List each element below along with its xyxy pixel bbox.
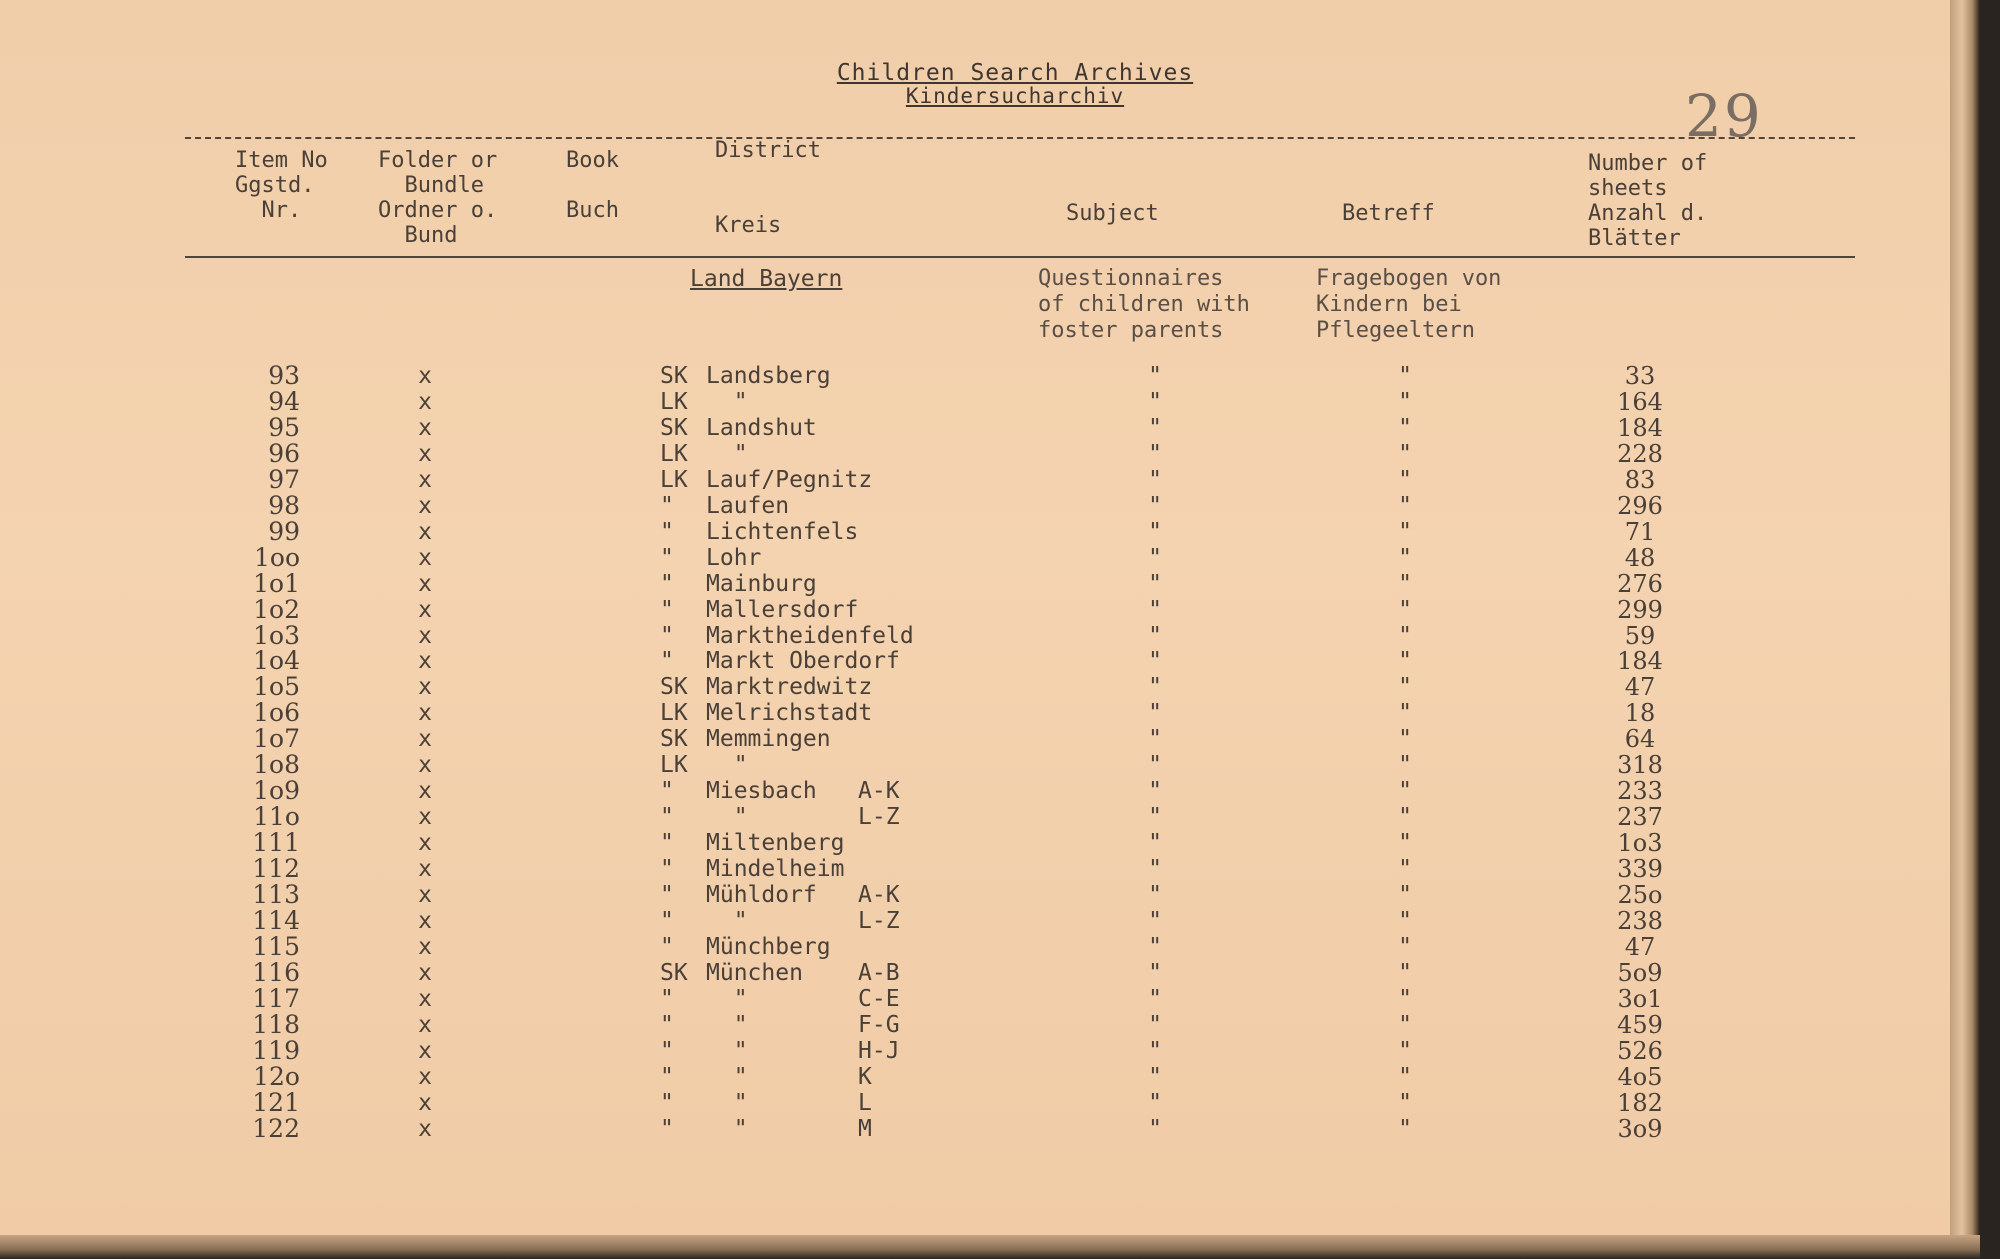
kreis-name: "	[706, 441, 748, 467]
betreff-ditto: "	[1398, 1012, 1412, 1038]
kreis-name: Landsberg	[706, 363, 831, 389]
header-book: Book Buch	[566, 148, 619, 223]
table-row	[0, 467, 1950, 493]
item-number: 1o9	[253, 776, 300, 805]
letter-range: A-K	[858, 778, 900, 804]
folder-mark: x	[418, 519, 432, 545]
subject-ditto: "	[1148, 1116, 1162, 1142]
sheet-count: 526	[1617, 1037, 1663, 1065]
folder-mark: x	[418, 571, 432, 597]
betreff-ditto: "	[1398, 519, 1412, 545]
kreis-prefix: "	[660, 1064, 674, 1090]
folder-mark: x	[418, 545, 432, 571]
kreis-name: "	[706, 1012, 748, 1038]
subject-ditto: "	[1148, 415, 1162, 441]
item-number: 117	[252, 984, 300, 1013]
table-row	[0, 415, 1950, 441]
kreis-name: Landshut	[706, 415, 817, 441]
kreis-name: Marktredwitz	[706, 674, 873, 700]
table-row	[0, 674, 1950, 700]
sheet-count: 83	[1624, 466, 1656, 494]
betreff-ditto: "	[1398, 674, 1412, 700]
table-row	[0, 830, 1950, 856]
subject-ditto: "	[1148, 545, 1162, 571]
folder-mark: x	[418, 441, 432, 467]
item-number: 1o5	[253, 672, 300, 701]
kreis-name: Lohr	[706, 545, 762, 571]
sheet-count: 47	[1624, 673, 1656, 701]
kreis-prefix: "	[660, 882, 674, 908]
subject-ditto: "	[1148, 700, 1162, 726]
sheet-count: 228	[1617, 440, 1663, 468]
item-number: 119	[252, 1036, 300, 1065]
table-row	[0, 908, 1950, 934]
folder-mark: x	[418, 1064, 432, 1090]
kreis-name: Mainburg	[706, 571, 817, 597]
item-number: 94	[268, 387, 300, 416]
kreis-prefix: "	[660, 986, 674, 1012]
sheet-count: 3o1	[1617, 985, 1663, 1013]
subject-ditto: "	[1148, 389, 1162, 415]
subject-ditto: "	[1148, 493, 1162, 519]
folder-mark: x	[418, 908, 432, 934]
item-number: 1o4	[253, 646, 300, 675]
kreis-name: Laufen	[706, 493, 790, 519]
folder-mark: x	[418, 415, 432, 441]
sheet-count: 71	[1624, 518, 1656, 546]
kreis-prefix: SK	[660, 960, 688, 986]
kreis-prefix: "	[660, 648, 674, 674]
header-rule-bottom	[185, 256, 1855, 258]
table-row	[0, 856, 1950, 882]
kreis-prefix: "	[660, 493, 674, 519]
betreff-ditto: "	[1398, 493, 1412, 519]
table-row	[0, 519, 1950, 545]
table-row	[0, 1116, 1950, 1142]
item-number: 97	[268, 465, 300, 494]
kreis-name: "	[706, 986, 748, 1012]
item-number: 1o8	[253, 750, 300, 779]
betreff-ditto: "	[1398, 778, 1412, 804]
table-row	[0, 700, 1950, 726]
kreis-prefix: SK	[660, 415, 688, 441]
betreff-ditto: "	[1398, 363, 1412, 389]
item-number: 93	[268, 361, 300, 390]
sheet-count: 5o9	[1617, 959, 1663, 987]
header-rule-top	[185, 137, 1855, 139]
subject-ditto: "	[1148, 882, 1162, 908]
betreff-ditto: "	[1398, 804, 1412, 830]
header-folder: Folder or Bundle Ordner o. Bund	[378, 148, 498, 248]
folder-mark: x	[418, 1038, 432, 1064]
kreis-prefix: "	[660, 623, 674, 649]
folder-mark: x	[418, 1012, 432, 1038]
sheet-count: 182	[1617, 1089, 1663, 1117]
table-row	[0, 934, 1950, 960]
betreff-ditto: "	[1398, 441, 1412, 467]
folder-mark: x	[418, 648, 432, 674]
betreff-ditto: "	[1398, 623, 1412, 649]
item-number: 112	[252, 854, 300, 883]
table-row	[0, 726, 1950, 752]
table-row	[0, 545, 1950, 571]
subject-ditto: "	[1148, 1038, 1162, 1064]
kreis-name: Melrichstadt	[706, 700, 873, 726]
item-number: 115	[252, 932, 300, 961]
betreff-ditto: "	[1398, 882, 1412, 908]
letter-range: L-Z	[858, 804, 900, 830]
folder-mark: x	[418, 493, 432, 519]
subject-ditto: "	[1148, 830, 1162, 856]
table-row	[0, 363, 1950, 389]
letter-range: L-Z	[858, 908, 900, 934]
betreff-ditto: "	[1398, 415, 1412, 441]
kreis-prefix: "	[660, 1116, 674, 1142]
letter-range: F-G	[858, 1012, 900, 1038]
table-row	[0, 389, 1950, 415]
item-number: 1o6	[253, 698, 300, 727]
betreff-ditto: "	[1398, 1064, 1412, 1090]
folder-mark: x	[418, 623, 432, 649]
table-row	[0, 1012, 1950, 1038]
sheet-count: 4o5	[1617, 1063, 1663, 1091]
item-number: 113	[252, 880, 300, 909]
kreis-name: Münchberg	[706, 934, 831, 960]
sheet-count: 276	[1617, 570, 1663, 598]
subject-ditto: "	[1148, 908, 1162, 934]
kreis-name: Marktheidenfeld	[706, 623, 914, 649]
betreff-ditto: "	[1398, 908, 1412, 934]
sheet-count: 238	[1617, 907, 1663, 935]
subject-ditto: "	[1148, 648, 1162, 674]
kreis-prefix: "	[660, 908, 674, 934]
subject-ditto: "	[1148, 856, 1162, 882]
sheet-count: 64	[1624, 725, 1656, 753]
page-stack-edge	[1950, 0, 1980, 1259]
kreis-name: Memmingen	[706, 726, 831, 752]
folder-mark: x	[418, 960, 432, 986]
subject-ditto: "	[1148, 674, 1162, 700]
kreis-name: "	[706, 1038, 748, 1064]
kreis-prefix: "	[660, 856, 674, 882]
item-number: 1o7	[253, 724, 300, 753]
kreis-name: Mallersdorf	[706, 597, 859, 623]
kreis-prefix: SK	[660, 674, 688, 700]
header-sheets: Number of sheets Anzahl d. Blätter	[1588, 151, 1708, 251]
kreis-prefix: "	[660, 778, 674, 804]
sheet-count: 459	[1617, 1011, 1663, 1039]
kreis-name: Mühldorf	[706, 882, 817, 908]
subject-ditto: "	[1148, 934, 1162, 960]
header-subject: Subject	[1066, 201, 1159, 226]
item-number: 114	[252, 906, 300, 935]
item-number: 121	[252, 1088, 300, 1117]
sheet-count: 339	[1617, 855, 1663, 883]
subject-ditto: "	[1148, 571, 1162, 597]
kreis-prefix: LK	[660, 441, 688, 467]
letter-range: H-J	[858, 1038, 900, 1064]
item-number: 122	[252, 1114, 300, 1143]
kreis-prefix: SK	[660, 363, 688, 389]
kreis-name: Lauf/Pegnitz	[706, 467, 873, 493]
folder-mark: x	[418, 597, 432, 623]
item-number: 1oo	[253, 543, 300, 572]
sheet-count: 1o3	[1617, 829, 1663, 857]
betreff-ditto: "	[1398, 856, 1412, 882]
betreff-ditto: "	[1398, 648, 1412, 674]
table-row	[0, 597, 1950, 623]
item-number: 116	[252, 958, 300, 987]
subject-ditto: "	[1148, 1012, 1162, 1038]
subject-ditto: "	[1148, 519, 1162, 545]
page-bottom-edge	[0, 1235, 1980, 1259]
item-number: 11o	[253, 802, 300, 831]
kreis-name: Lichtenfels	[706, 519, 859, 545]
sheet-count: 296	[1617, 492, 1663, 520]
folder-mark: x	[418, 363, 432, 389]
kreis-prefix: "	[660, 830, 674, 856]
document-title: Children Search Archives	[836, 60, 1194, 86]
betreff-ditto: "	[1398, 726, 1412, 752]
letter-range: A-B	[858, 960, 900, 986]
kreis-prefix: LK	[660, 467, 688, 493]
folder-mark: x	[418, 1116, 432, 1142]
kreis-name: Miltenberg	[706, 830, 845, 856]
table-row	[0, 1064, 1950, 1090]
kreis-prefix: LK	[660, 700, 688, 726]
betreff-ditto: "	[1398, 389, 1412, 415]
sheet-count: 48	[1624, 544, 1656, 572]
sheet-count: 3o9	[1617, 1115, 1663, 1143]
kreis-prefix: "	[660, 804, 674, 830]
item-number: 1o2	[253, 595, 300, 624]
kreis-prefix: "	[660, 597, 674, 623]
sheet-count: 25o	[1617, 881, 1663, 909]
table-row	[0, 648, 1950, 674]
subject-ditto: "	[1148, 441, 1162, 467]
sheet-count: 233	[1617, 777, 1663, 805]
kreis-prefix: "	[660, 934, 674, 960]
kreis-name: "	[706, 1090, 748, 1116]
sheet-count: 184	[1617, 647, 1663, 675]
kreis-prefix: LK	[660, 389, 688, 415]
sheet-count: 318	[1617, 751, 1663, 779]
sheet-count: 237	[1617, 803, 1663, 831]
kreis-name: Markt Oberdorf	[706, 648, 900, 674]
kreis-name: "	[706, 1116, 748, 1142]
kreis-prefix: "	[660, 545, 674, 571]
folder-mark: x	[418, 700, 432, 726]
item-number: 96	[268, 439, 300, 468]
table-row	[0, 1090, 1950, 1116]
kreis-name: Miesbach	[706, 778, 817, 804]
sheet-count: 164	[1617, 388, 1663, 416]
folder-mark: x	[418, 1090, 432, 1116]
item-number: 1o1	[253, 569, 300, 598]
sheet-count: 18	[1624, 699, 1656, 727]
table-row	[0, 804, 1950, 830]
letter-range: L	[858, 1090, 872, 1116]
betreff-ditto: "	[1398, 986, 1412, 1012]
kreis-prefix: "	[660, 571, 674, 597]
folder-mark: x	[418, 882, 432, 908]
betreff-ditto: "	[1398, 752, 1412, 778]
sheet-count: 33	[1624, 362, 1656, 390]
subject-ditto: "	[1148, 726, 1162, 752]
kreis-prefix: LK	[660, 752, 688, 778]
subject-ditto: "	[1148, 623, 1162, 649]
folder-mark: x	[418, 934, 432, 960]
folder-mark: x	[418, 830, 432, 856]
subject-ditto: "	[1148, 960, 1162, 986]
table-row	[0, 778, 1950, 804]
item-number: 118	[252, 1010, 300, 1039]
table-row	[0, 1038, 1950, 1064]
kreis-prefix: "	[660, 1012, 674, 1038]
folder-mark: x	[418, 389, 432, 415]
subject-ditto: "	[1148, 752, 1162, 778]
folder-mark: x	[418, 856, 432, 882]
document-subtitle: Kindersucharchiv	[905, 84, 1125, 108]
betreff-ditto: "	[1398, 1038, 1412, 1064]
subject-ditto: "	[1148, 597, 1162, 623]
section-title: Land Bayern	[690, 266, 843, 292]
table-row	[0, 752, 1950, 778]
betreff-ditto: "	[1398, 597, 1412, 623]
subject-note: Questionnaires of children with foster parents	[1038, 266, 1250, 343]
header-district: District Kreis	[715, 138, 821, 238]
table-row	[0, 493, 1950, 519]
kreis-prefix: SK	[660, 726, 688, 752]
betreff-ditto: "	[1398, 960, 1412, 986]
betreff-ditto: "	[1398, 467, 1412, 493]
folder-mark: x	[418, 674, 432, 700]
kreis-prefix: "	[660, 519, 674, 545]
sheet-count: 59	[1624, 622, 1656, 650]
table-row	[0, 882, 1950, 908]
subject-ditto: "	[1148, 1064, 1162, 1090]
betreff-ditto: "	[1398, 1090, 1412, 1116]
subject-ditto: "	[1148, 363, 1162, 389]
sheet-count: 184	[1617, 414, 1663, 442]
item-number: 98	[268, 491, 300, 520]
folder-mark: x	[418, 467, 432, 493]
item-number: 111	[252, 828, 300, 857]
kreis-name: "	[706, 752, 748, 778]
item-number: 12o	[253, 1062, 300, 1091]
kreis-prefix: "	[660, 1090, 674, 1116]
item-number: 95	[268, 413, 300, 442]
page-number: 29	[1685, 82, 1763, 150]
table-row	[0, 960, 1950, 986]
table-row	[0, 571, 1950, 597]
betreff-ditto: "	[1398, 700, 1412, 726]
item-number: 99	[268, 517, 300, 546]
folder-mark: x	[418, 726, 432, 752]
letter-range: C-E	[858, 986, 900, 1012]
kreis-prefix: "	[660, 1038, 674, 1064]
betreff-ditto: "	[1398, 545, 1412, 571]
folder-mark: x	[418, 752, 432, 778]
betreff-ditto: "	[1398, 571, 1412, 597]
kreis-name: "	[706, 389, 748, 415]
kreis-name: Mindelheim	[706, 856, 845, 882]
subject-ditto: "	[1148, 778, 1162, 804]
table-row	[0, 441, 1950, 467]
betreff-note: Fragebogen von Kindern bei Pflegeeltern	[1316, 266, 1502, 343]
header-betreff: Betreff	[1342, 201, 1435, 226]
kreis-name: "	[706, 1064, 748, 1090]
subject-ditto: "	[1148, 986, 1162, 1012]
folder-mark: x	[418, 986, 432, 1012]
kreis-name: München	[706, 960, 803, 986]
betreff-ditto: "	[1398, 1116, 1412, 1142]
sheet-count: 299	[1617, 596, 1663, 624]
betreff-ditto: "	[1398, 934, 1412, 960]
table-row	[0, 986, 1950, 1012]
betreff-ditto: "	[1398, 830, 1412, 856]
kreis-name: "	[706, 804, 748, 830]
folder-mark: x	[418, 804, 432, 830]
folder-mark: x	[418, 778, 432, 804]
kreis-name: "	[706, 908, 748, 934]
subject-ditto: "	[1148, 804, 1162, 830]
letter-range: A-K	[858, 882, 900, 908]
letter-range: K	[858, 1064, 872, 1090]
letter-range: M	[858, 1116, 872, 1142]
sheet-count: 47	[1624, 933, 1656, 961]
subject-ditto: "	[1148, 467, 1162, 493]
item-number: 1o3	[253, 621, 300, 650]
header-item: Item No Ggstd. Nr.	[235, 148, 328, 223]
subject-ditto: "	[1148, 1090, 1162, 1116]
